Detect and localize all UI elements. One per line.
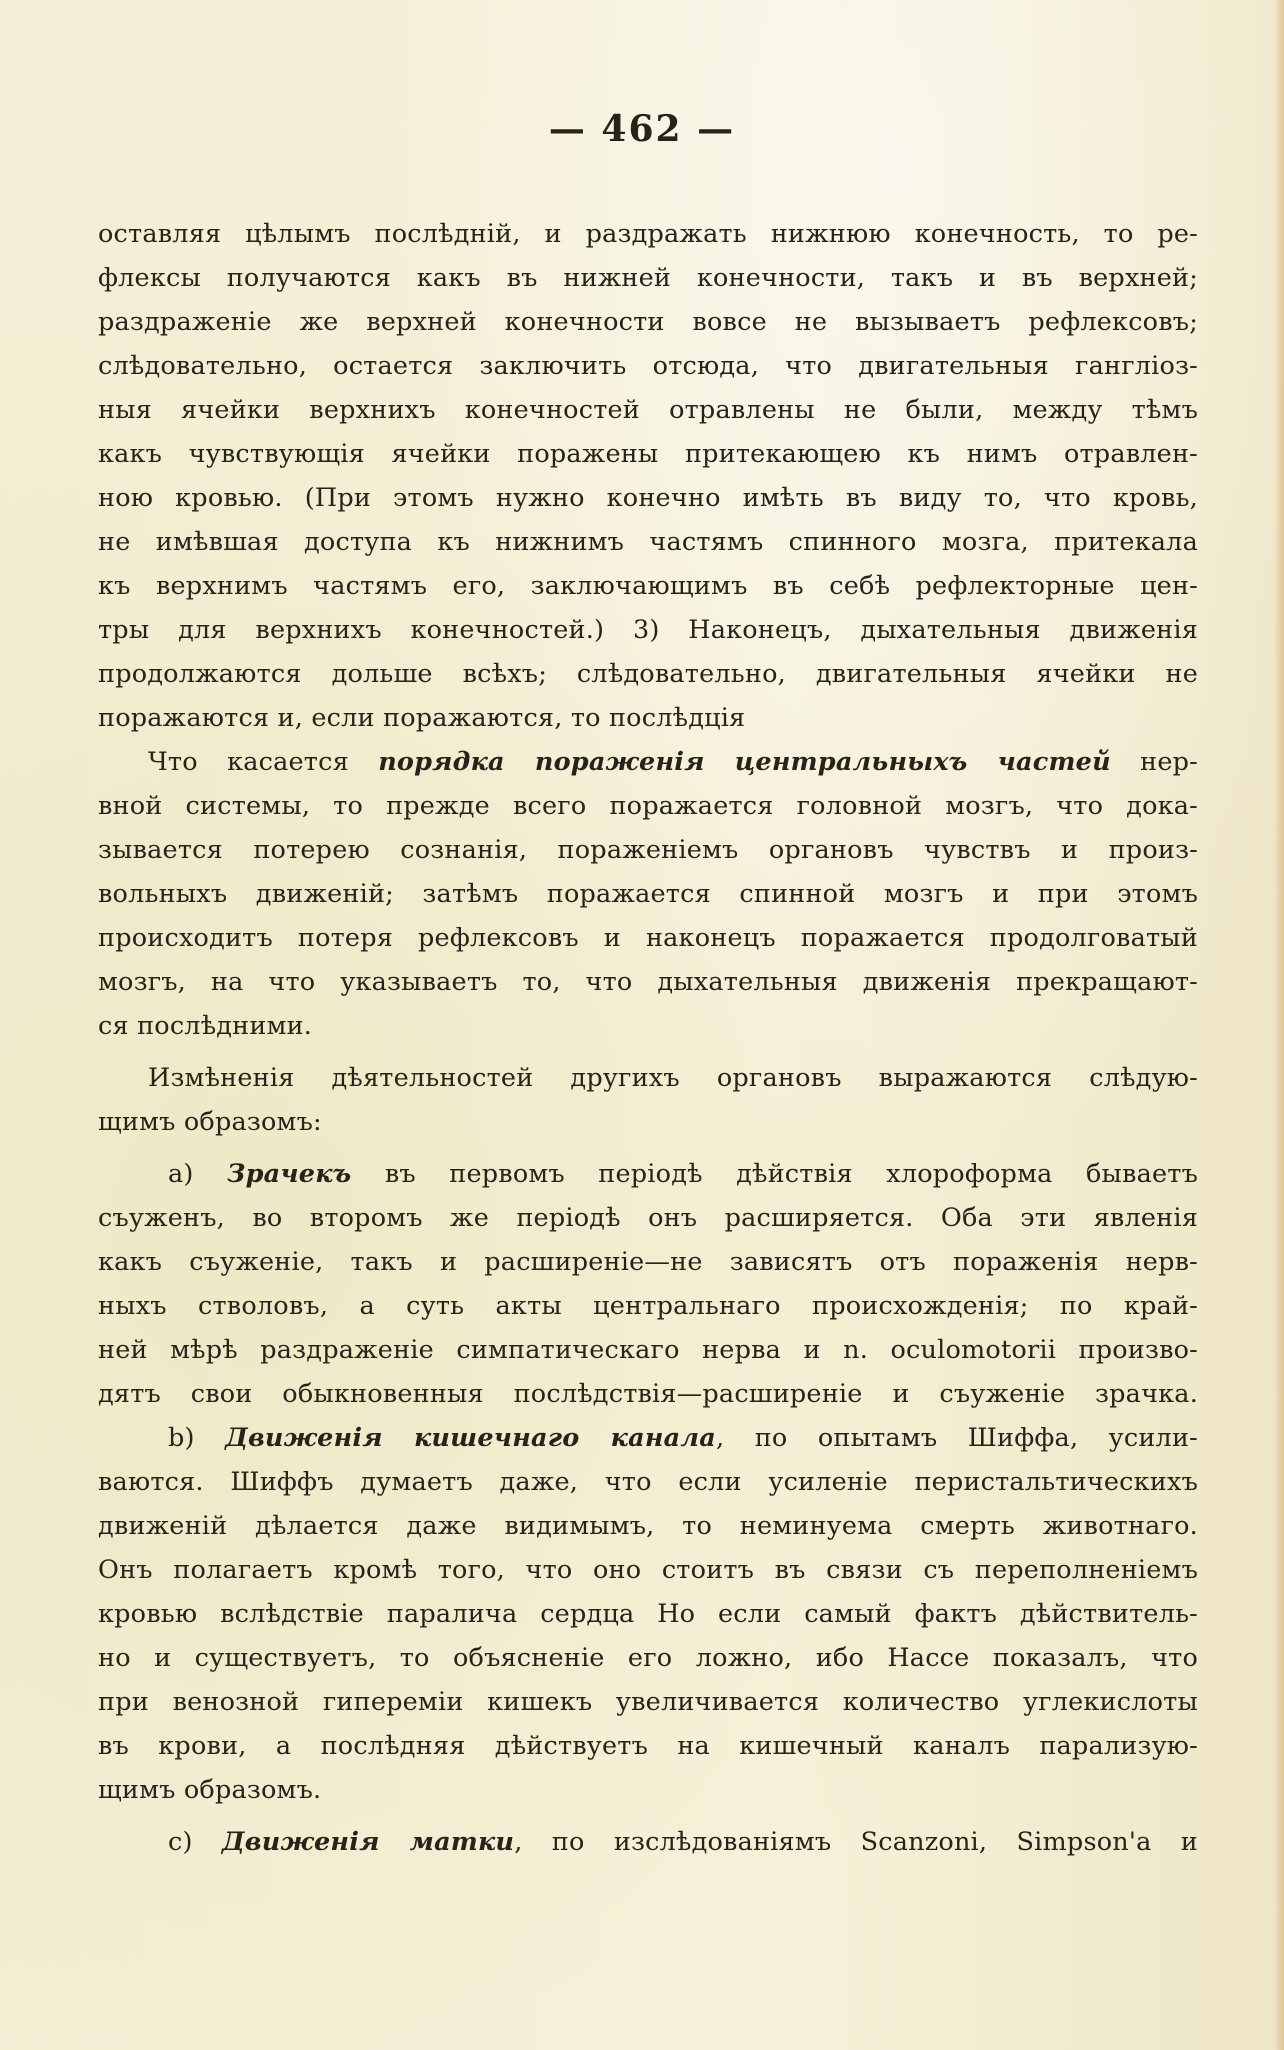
page-edge-shadow (1274, 0, 1284, 2050)
emphasis-text: Зрачекъ (227, 1159, 352, 1189)
text-line: слѣдовательно, остается заключить отсюда, что двигательныя гангліоз- (98, 351, 1198, 381)
text-line: ныя ячейки верхнихъ конечностей отравлены не были, между тѣмъ (98, 395, 1198, 425)
text-line: кровью вслѣдствіе паралича сердца Но если самый фактъ дѣйствитель- (98, 1599, 1198, 1629)
text-line: оставляя цѣлымъ послѣдній, и раздражать нижнюю конечность, то ре- (98, 219, 1198, 249)
text-line: не имѣвшая доступа къ нижнимъ частямъ спинного мозга, притекала (98, 527, 1198, 557)
paragraph-start-line (98, 1152, 1198, 1196)
text-line: продолжаются дольше всѣхъ; слѣдовательно, двигательныя ячейки не (98, 659, 1198, 689)
text-line: ся послѣдними. (98, 1011, 313, 1041)
text-line: при венозной гипереміи кишекъ увеличивается количество углекислоты (98, 1687, 1198, 1717)
text-line: въ крови, а послѣдняя дѣйствуетъ на кишечный каналъ парализую- (98, 1731, 1198, 1761)
text-fragment: а) (168, 1159, 227, 1189)
text-line: ней мѣрѣ раздраженіе симпатическаго нерва и n. oculomotorii произво- (98, 1335, 1198, 1365)
text-line: Онъ полагаетъ кромѣ того, что оно стоитъ въ связи съ переполненіемъ (98, 1555, 1198, 1585)
text-line: движеній дѣлается даже видимымъ, то неминуема смерть животнаго. (98, 1511, 1198, 1541)
emphasis-text: порядка пораженія центральныхъ частей (378, 747, 1111, 777)
text-line: флексы получаются какъ въ нижней конечности, такъ и въ верхней; (98, 263, 1198, 293)
page-number: — 462 — (548, 108, 736, 150)
text-line: но и существуетъ, то объясненіе его ложно, ибо Нассе показалъ, что (98, 1643, 1198, 1673)
text-line: мозгъ, на что указываетъ то, что дыхательныя движенія прекращают- (98, 967, 1198, 997)
paragraph-start-line (98, 740, 1198, 784)
paragraph-start-line: Измѣненія дѣятельностей другихъ органовъ выражаются слѣдую- (148, 1063, 1198, 1093)
emphasis-text: Движенія матки (221, 1827, 515, 1857)
text-fragment: , по опытамъ Шиффа, усили- (715, 1423, 1198, 1453)
text-line: ною кровью. (При этомъ нужно конечно имѣть въ виду то, что кровь, (98, 483, 1198, 513)
text-line: щимъ образомъ. (98, 1775, 322, 1805)
body-text (98, 212, 1198, 1864)
emphasis-text: Движенія кишечнаго канала (225, 1423, 716, 1453)
text-fragment: b) (168, 1423, 226, 1453)
text-fragment: , по изслѣдованіямъ Scanzoni, Simpson'a и (514, 1827, 1198, 1857)
text-line: тры для верхнихъ конечностей.) 3) Наконецъ, дыхательныя движенія (98, 615, 1198, 645)
text-line: какъ чувствующія ячейки поражены притекающею къ нимъ отравлен- (98, 439, 1198, 469)
text-line: съуженъ, во второмъ же періодѣ онъ расширяется. Оба эти явленія (98, 1203, 1198, 1233)
text-line: зывается потерею сознанія, пораженіемъ органовъ чувствъ и произ- (98, 835, 1198, 865)
paragraph-start-line (98, 1820, 1198, 1864)
text-line: поражаются и, если поражаются, то послѣдція (98, 703, 746, 733)
text-line: дятъ свои обыкновенныя послѣдствія—расширеніе и съуженіе зрачка. (98, 1379, 1198, 1409)
text-line: раздраженіе же верхней конечности вовсе не вызываетъ рефлексовъ; (98, 307, 1198, 337)
text-fragment: въ первомъ періодѣ дѣйствія хлороформа бываетъ (351, 1159, 1198, 1189)
text-fragment: с) (168, 1827, 222, 1857)
text-line: происходитъ потеря рефлексовъ и наконецъ поражается продолговатый (98, 923, 1198, 953)
text-line: вольныхъ движеній; затѣмъ поражается спинной мозгъ и при этомъ (98, 879, 1198, 909)
text-line: щимъ образомъ: (98, 1107, 322, 1137)
text-fragment: Что касается (148, 747, 379, 777)
text-line: какъ съуженіе, такъ и расширеніе—не зависятъ отъ пораженія нерв- (98, 1247, 1198, 1277)
text-line: ваются. Шиффъ думаетъ даже, что если усиленіе перистальтическихъ (98, 1467, 1198, 1497)
paragraph-start-line (98, 1416, 1198, 1460)
text-line: къ верхнимъ частямъ его, заключающимъ въ себѣ рефлекторные цен- (98, 571, 1198, 601)
text-line: вной системы, то прежде всего поражается головной мозгъ, что дока- (98, 791, 1198, 821)
text-line: ныхъ стволовъ, а суть акты центральнаго происхожденія; по край- (98, 1291, 1198, 1321)
text-fragment: нер- (1110, 747, 1198, 777)
